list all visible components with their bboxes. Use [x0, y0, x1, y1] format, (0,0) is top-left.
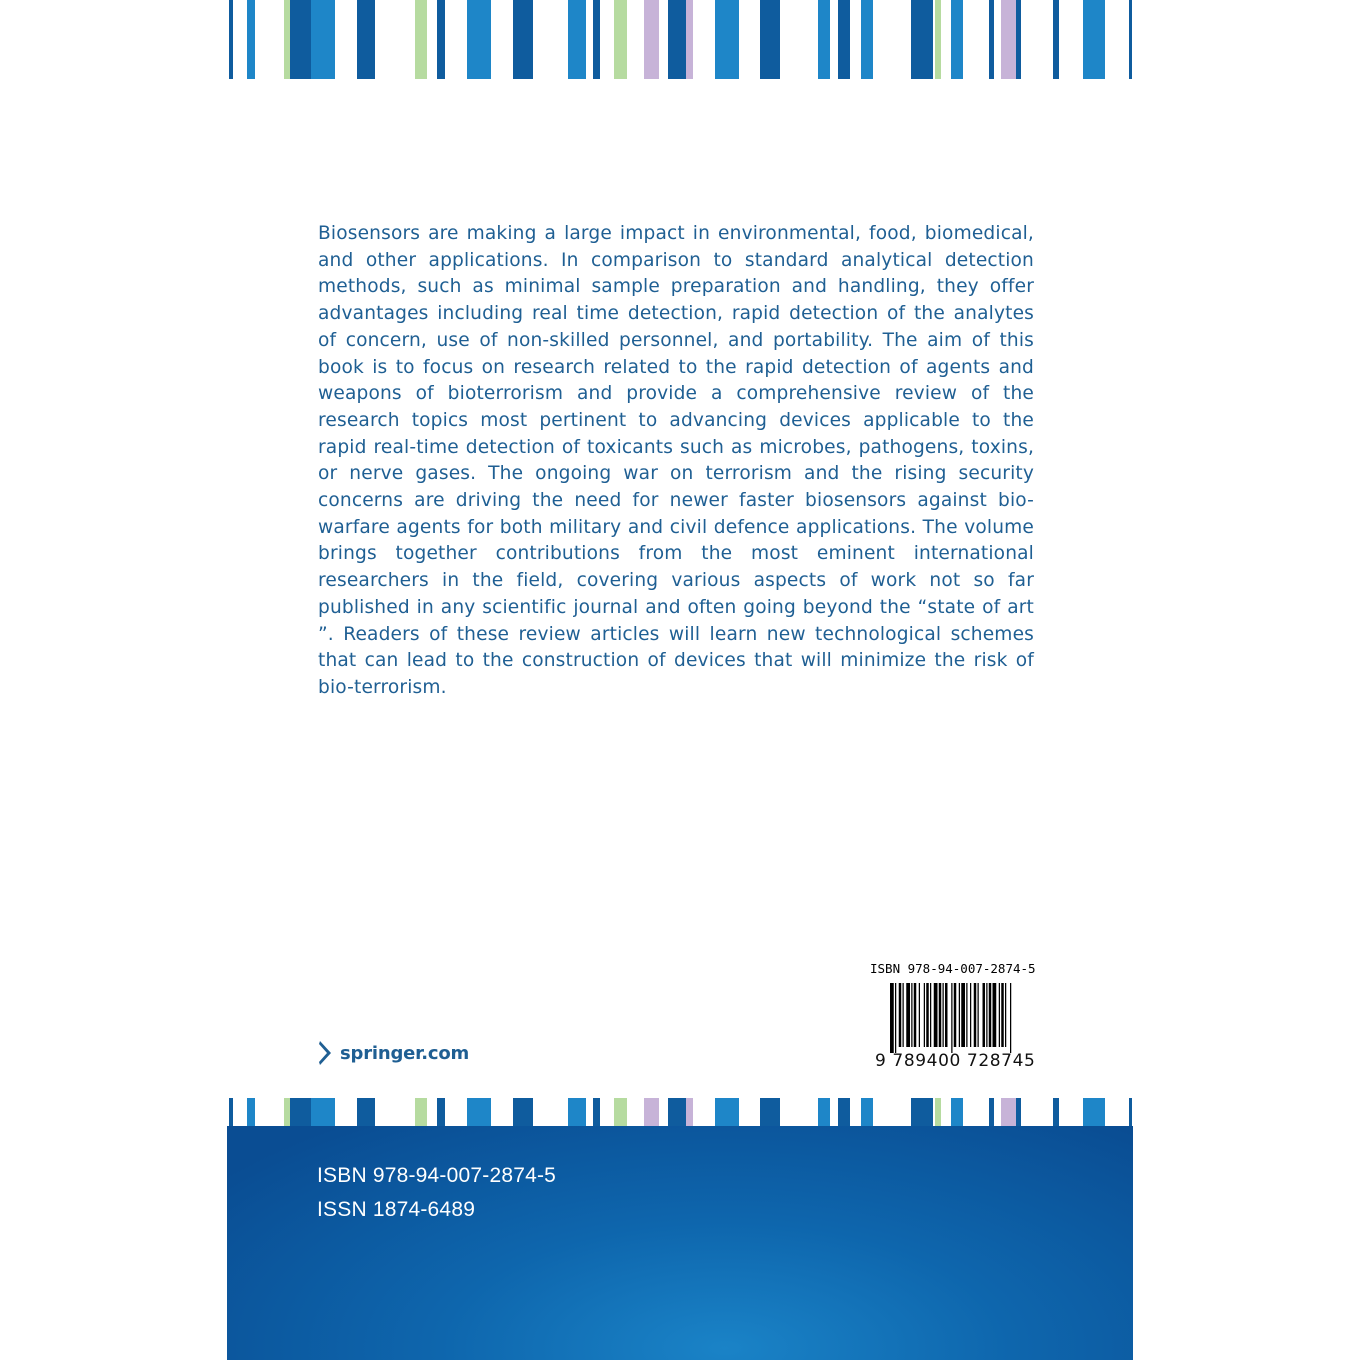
stripe	[668, 0, 686, 79]
stripe	[1129, 0, 1132, 79]
barcode-bar	[978, 983, 979, 1047]
stripe	[951, 1098, 963, 1126]
book-description: Biosensors are making a large impact in environmental, food, biomedical, and other applications. In comparison to standard analytical detection methods, such as minimal sample preparation and handling, they offer advantages including real time detection, rapid detection of the analytes of concern, use of non-skilled personnel, and portability. The aim of this book is to focus on research related to the rapid detection of agents and weapons of bioterrorism and provide a comprehensive review of the research topics most pertinent to advancing devices applicable to the rapid real-time detection of toxicants such as microbes, pathogens, toxins, or nerve gases. The ongoing war on terrorism and the rising security concerns are driving the need for newer faster biosensors against bio-warfare agents for both military and civil defence applications. The volume brings together contributions from the most eminent international researchers in the field, covering various aspects of work not so far published in any scientific journal and often going beyond the “state of art ”. Readers of these review articles will learn new technological schemes that can lead to the construction of devices that will minimize the risk of bio-terrorism.	[318, 223, 1034, 698]
barcode-bar	[903, 983, 904, 1047]
stripe	[290, 0, 311, 79]
stripe	[614, 1098, 627, 1126]
stripe	[715, 1098, 739, 1126]
barcode-bar	[895, 983, 896, 1053]
barcode-bar	[934, 983, 938, 1047]
stripe	[760, 1098, 780, 1126]
stripe	[644, 1098, 659, 1126]
barcode-bar	[959, 983, 960, 1047]
stripe	[951, 0, 963, 79]
stripe	[1016, 1098, 1021, 1126]
stripe	[614, 0, 627, 79]
stripe	[593, 1098, 600, 1126]
stripe	[467, 1098, 491, 1126]
barcode-bar	[1005, 983, 1006, 1047]
barcode-bar	[919, 983, 920, 1047]
stripe	[715, 0, 739, 79]
publisher-link[interactable]	[318, 1040, 469, 1066]
barcode-isbn-label: ISBN 978-94-007-2874-5	[870, 961, 1036, 976]
barcode-bar	[961, 983, 965, 1047]
stripe	[311, 0, 335, 79]
barcode-bar	[989, 983, 992, 1047]
publisher-website[interactable]: springer.com	[340, 1042, 470, 1064]
stripe	[911, 0, 933, 79]
stripe	[290, 1098, 311, 1126]
top-stripe-band	[227, 0, 1133, 79]
stripe	[311, 1098, 335, 1126]
stripe	[686, 1098, 693, 1126]
stripe	[1016, 0, 1021, 79]
stripe	[437, 0, 445, 79]
stripe	[1083, 0, 1105, 79]
stripe	[1053, 1098, 1059, 1126]
barcode-bar	[930, 983, 931, 1047]
isbn-barcode	[890, 983, 1074, 1053]
barcode-bar	[966, 983, 967, 1047]
footer-issn: ISSN 1874-6489	[317, 1198, 476, 1221]
barcode-bar	[899, 983, 902, 1047]
stripe	[357, 1098, 375, 1126]
stripe	[989, 0, 994, 79]
stripe	[229, 1098, 233, 1126]
stripe	[818, 1098, 830, 1126]
barcode-bar	[999, 983, 1000, 1047]
stripe	[838, 1098, 850, 1126]
stripe	[467, 0, 491, 79]
barcode-bar	[1010, 983, 1011, 1053]
stripe	[838, 0, 850, 79]
stripe	[686, 0, 693, 79]
stripe	[989, 1098, 994, 1126]
stripe	[644, 0, 659, 79]
stripe	[247, 1098, 255, 1126]
barcode-bar	[914, 983, 917, 1047]
barcode-bar	[890, 983, 894, 1053]
stripe	[229, 0, 233, 79]
barcode-bar	[945, 983, 948, 1047]
stripe	[437, 1098, 445, 1126]
footer-isbn: ISBN 978-94-007-2874-5	[317, 1164, 557, 1187]
stripe	[861, 0, 873, 79]
stripe	[760, 0, 780, 79]
stripe	[818, 0, 830, 79]
barcode-bar	[924, 983, 925, 1047]
stripe	[415, 1098, 427, 1126]
stripe	[911, 1098, 933, 1126]
barcode-bar	[954, 983, 957, 1047]
book-back-cover	[227, 0, 1133, 1360]
chevron-right-icon	[318, 1040, 334, 1066]
stripe	[1001, 0, 1016, 79]
stripe	[1083, 1098, 1105, 1126]
stripe	[415, 0, 427, 79]
stripe	[861, 1098, 873, 1126]
barcode-bar	[993, 983, 997, 1047]
stripe	[568, 1098, 586, 1126]
barcode-bar	[983, 983, 986, 1047]
barcode-bar	[970, 983, 971, 1047]
barcode-bar	[906, 983, 910, 1047]
stripe	[1001, 1098, 1016, 1126]
footer-panel	[227, 1126, 1133, 1360]
barcode-bar	[943, 983, 944, 1047]
barcode-bar	[939, 983, 942, 1047]
stripe	[1053, 0, 1059, 79]
stripe	[568, 0, 586, 79]
barcode-bar	[986, 983, 987, 1047]
stripe	[935, 0, 941, 79]
stripe	[513, 1098, 533, 1126]
barcode-bar	[926, 983, 929, 1047]
stripe	[357, 0, 375, 79]
barcode-bar	[951, 983, 952, 1053]
barcode-number: 9 789400 728745	[875, 1051, 1036, 1071]
stripe	[668, 1098, 686, 1126]
stripe	[513, 0, 533, 79]
barcode-bar	[1001, 983, 1004, 1047]
barcode-bar	[911, 983, 912, 1047]
stripe	[593, 0, 600, 79]
stripe	[935, 1098, 941, 1126]
bottom-stripe-band	[227, 1098, 1133, 1126]
stripe	[1129, 1098, 1132, 1126]
barcode-bar	[974, 983, 977, 1047]
stripe	[247, 0, 255, 79]
